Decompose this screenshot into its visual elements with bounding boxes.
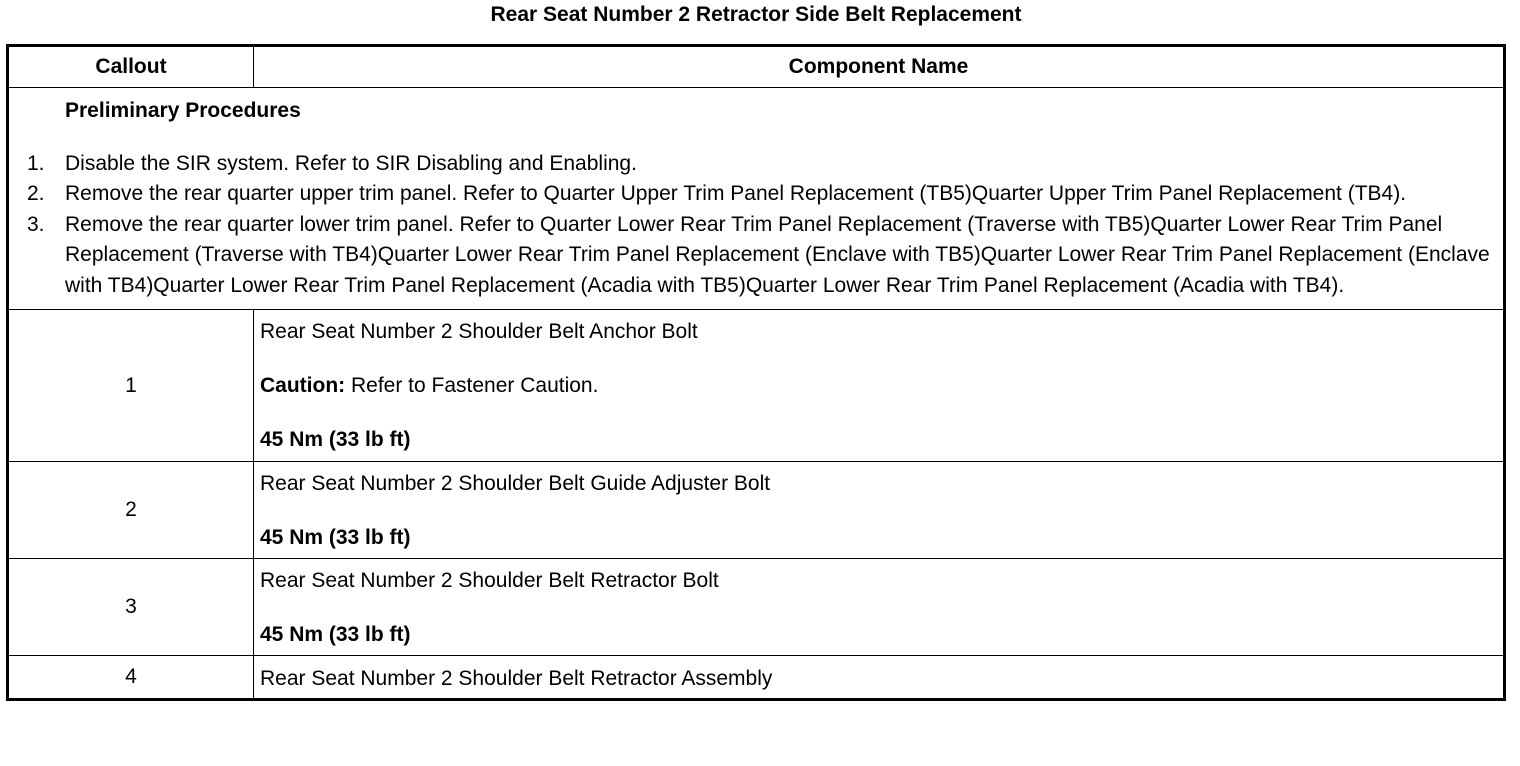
- component-cell: [254, 656, 1505, 700]
- preliminary-step: [27, 149, 1491, 180]
- step-number: 1.: [27, 151, 45, 175]
- step-text: Disable the SIR system. Refer to SIR Disabling and Enabling.: [65, 151, 637, 175]
- component-name: Rear Seat Number 2 Shoulder Belt Anchor Bolt: [260, 320, 698, 343]
- preliminary-step: [27, 210, 1491, 302]
- step-text: Remove the rear quarter lower trim panel. Refer to Quarter Lower Rear Trim Panel Replacement (Traverse with TB5)Quarter Lower Rear Trim Panel Replacement (Traverse with TB4)Quarter Lower Rear Trim Panel Replacement (Enclave with TB5)Quarter Lower Rear Trim Panel Replacement (Enclave with TB4)Quarter Lower Rear Trim Panel Replacement (Acadia with TB5)Quarter Lower Rear Trim Panel Replacement (Acadia with TB4).: [65, 212, 1490, 297]
- table-row: [8, 462, 1505, 559]
- component-cell: [254, 462, 1505, 559]
- preliminary-step: [27, 179, 1491, 210]
- callout-cell: 4: [8, 656, 254, 700]
- table-row: [8, 656, 1505, 700]
- callout-column-header: Callout: [8, 46, 254, 88]
- torque-spec: 45 Nm (33 lb ft): [260, 525, 411, 549]
- caution-text: Refer to Fastener Caution.: [345, 374, 599, 397]
- table-row: [8, 310, 1505, 462]
- component-name: Rear Seat Number 2 Shoulder Belt Retractor Bolt: [260, 568, 719, 592]
- preliminary-procedures-row: [8, 88, 1505, 310]
- table-header-row: [8, 46, 1505, 88]
- table-row: [8, 559, 1505, 656]
- component-name: Rear Seat Number 2 Shoulder Belt Guide Adjuster Bolt: [260, 471, 771, 495]
- component-cell: [254, 310, 1505, 462]
- torque-spec: 45 Nm (33 lb ft): [260, 428, 411, 451]
- callout-cell: 2: [8, 462, 254, 559]
- preliminary-procedures-title: Preliminary Procedures: [65, 99, 301, 122]
- caution-label: Caution:: [260, 374, 346, 397]
- torque-spec: 45 Nm (33 lb ft): [260, 622, 411, 646]
- caution-note: [260, 372, 1497, 399]
- step-number: 2.: [27, 182, 45, 205]
- document-title: Rear Seat Number 2 Retractor Side Belt Replacement: [490, 3, 1022, 26]
- step-number: 3.: [27, 212, 45, 236]
- component-table: [6, 44, 1506, 701]
- component-cell: [254, 559, 1505, 656]
- component-name: Rear Seat Number 2 Shoulder Belt Retractor Assembly: [260, 666, 773, 690]
- component-name-column-header: Component Name: [254, 46, 1505, 88]
- step-text: Remove the rear quarter upper trim panel. Refer to Quarter Upper Trim Panel Replacement (TB5)Quarter Upper Trim Panel Replacement (TB4).: [65, 182, 1407, 205]
- preliminary-procedures-cell: [8, 88, 1505, 310]
- callout-cell: 1: [8, 310, 254, 462]
- callout-cell: 3: [8, 559, 254, 656]
